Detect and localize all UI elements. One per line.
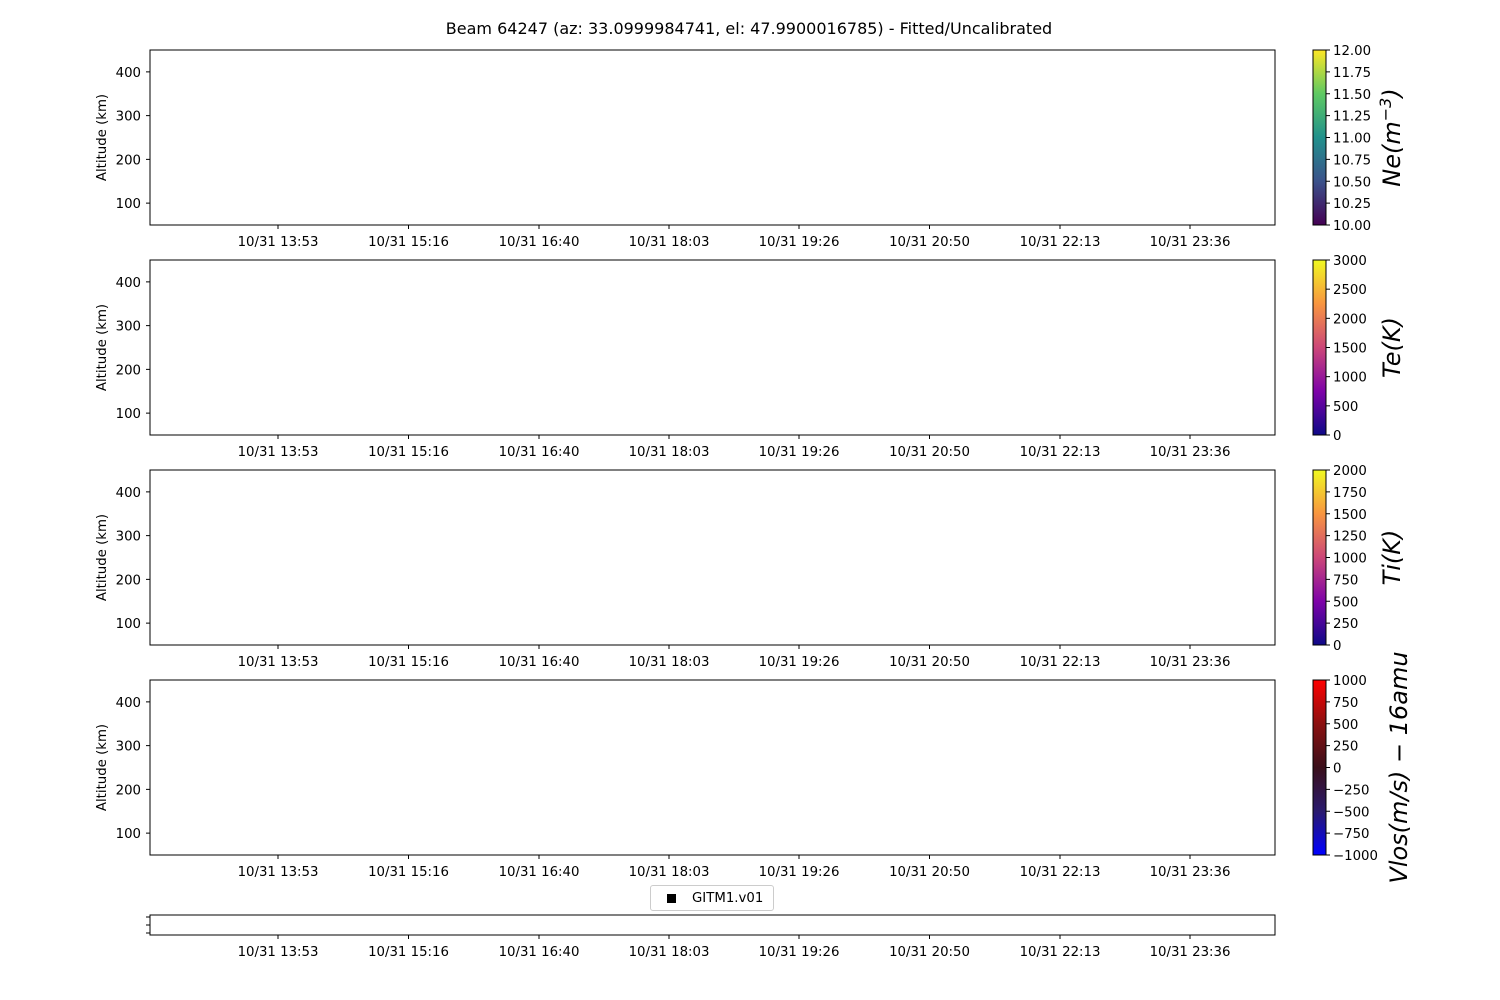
colorbar-label: Ti(K)	[1378, 529, 1406, 586]
x-tick-label: 10/31 13:53	[237, 865, 319, 880]
colorbar-tick-label: 10.50	[1333, 175, 1372, 191]
x-tick-label: 10/31 22:13	[1019, 235, 1101, 250]
axes-frame	[150, 680, 1275, 855]
colorbar-tick-label: −250	[1333, 783, 1370, 799]
figure-title: Beam 64247 (az: 33.0999984741, el: 47.9900016785) - Fitted/Uncalibrated	[445, 19, 1053, 38]
axes-frame	[150, 50, 1275, 225]
x-tick-label: 10/31 18:03	[628, 445, 710, 460]
y-axis-label: Altitude (km)	[95, 723, 110, 812]
panel-2	[95, 254, 1406, 460]
colorbar-tick-label: 11.50	[1333, 87, 1372, 103]
colorbar-tick-label: −500	[1333, 805, 1370, 821]
colorbar-tick-label: 2000	[1333, 312, 1367, 328]
colorbar-tick-label: 3000	[1333, 254, 1367, 269]
x-tick-label: 10/31 22:13	[1019, 445, 1101, 460]
axes-frame	[150, 470, 1275, 645]
x-tick-label: 10/31 19:26	[758, 655, 840, 670]
x-tick-label: 10/31 15:16	[368, 865, 449, 880]
colorbar-label: Vlos(m/s) − 16amu	[1385, 651, 1413, 884]
y-axis-label: Altitude (km)	[95, 513, 110, 602]
x-tick-label: 10/31 19:26	[758, 445, 840, 460]
colorbar-tick-label: 1750	[1333, 485, 1367, 501]
x-tick-label: 10/31 23:36	[1149, 445, 1231, 460]
x-tick-label: 10/31 15:16	[368, 445, 449, 460]
x-tick-label: 10/31 23:36	[1149, 655, 1231, 670]
colorbar-tick-label: 2500	[1333, 283, 1367, 299]
colorbar-tick-label: 0	[1333, 429, 1342, 444]
x-tick-label: 10/31 13:53	[237, 655, 319, 670]
colorbar-tick-label: 10.25	[1333, 197, 1372, 213]
x-tick-label: 10/31 18:03	[628, 655, 710, 670]
colorbar-tick-label: −1000	[1333, 849, 1378, 864]
legend	[650, 885, 774, 911]
x-tick-label: 10/31 13:53	[237, 235, 319, 250]
x-tick-label: 10/31 20:50	[889, 655, 970, 670]
x-tick-label: 10/31 18:03	[628, 945, 710, 960]
colorbar-label: $Ne(m^{-3})$	[1375, 88, 1406, 187]
colorbar-tick-label: 500	[1333, 717, 1359, 733]
y-tick-label: 100	[115, 197, 141, 213]
x-tick-label: 10/31 23:36	[1149, 945, 1231, 960]
y-tick-label: 100	[115, 617, 141, 633]
x-tick-label: 10/31 19:26	[758, 235, 840, 250]
y-tick-label: 200	[115, 573, 141, 589]
x-tick-label: 10/31 13:53	[237, 945, 319, 960]
panel-4	[95, 651, 1413, 883]
y-tick-label: 400	[115, 485, 141, 501]
colorbar-tick-label: 1000	[1333, 674, 1367, 689]
x-tick-label: 10/31 16:40	[498, 945, 580, 960]
y-axis-label: Altitude (km)	[95, 303, 110, 392]
colorbar-tick-label: 500	[1333, 595, 1359, 611]
colorbar-tick-label: 250	[1333, 617, 1359, 633]
x-tick-label: 10/31 20:50	[889, 945, 970, 960]
y-tick-label: 300	[115, 319, 141, 335]
colorbar-tick-label: 10.75	[1333, 153, 1372, 169]
colorbar-tick-label: 1500	[1333, 507, 1367, 523]
x-tick-label: 10/31 15:16	[368, 235, 449, 250]
x-tick-label: 10/31 16:40	[498, 865, 580, 880]
y-tick-label: 100	[115, 407, 141, 423]
x-tick-label: 10/31 15:16	[368, 945, 449, 960]
colorbar-tick-label: 1250	[1333, 529, 1367, 545]
y-tick-label: 200	[115, 783, 141, 799]
y-tick-label: 200	[115, 153, 141, 169]
colorbar	[1313, 260, 1326, 435]
panel-1	[95, 44, 1406, 250]
x-tick-label: 10/31 23:36	[1149, 235, 1231, 250]
colorbar	[1313, 470, 1326, 645]
colorbar-tick-label: 0	[1333, 639, 1342, 654]
colorbar-tick-label: 750	[1333, 573, 1359, 589]
panel-3	[95, 464, 1406, 670]
x-tick-label: 10/31 22:13	[1019, 945, 1101, 960]
colorbar-tick-label: 1000	[1333, 551, 1367, 567]
x-tick-label: 10/31 20:50	[889, 445, 970, 460]
legend-marker-square	[667, 894, 676, 903]
colorbar-label: Te(K)	[1378, 317, 1406, 378]
colorbar-tick-label: 1000	[1333, 370, 1367, 386]
y-axis-label: Altitude (km)	[95, 93, 110, 182]
x-tick-label: 10/31 20:50	[889, 865, 970, 880]
x-tick-label: 10/31 20:50	[889, 235, 970, 250]
y-tick-label: 200	[115, 363, 141, 379]
y-tick-label: 400	[115, 695, 141, 711]
axes-frame	[150, 915, 1275, 935]
panel-5	[146, 915, 1275, 960]
axes-frame	[150, 260, 1275, 435]
x-tick-label: 10/31 18:03	[628, 235, 710, 250]
colorbar-tick-label: 11.75	[1333, 65, 1372, 81]
colorbar-tick-label: 11.00	[1333, 131, 1372, 147]
colorbar-tick-label: 750	[1333, 695, 1359, 711]
x-tick-label: 10/31 19:26	[758, 945, 840, 960]
colorbar-tick-label: 11.25	[1333, 109, 1372, 125]
y-tick-label: 100	[115, 827, 141, 843]
colorbar-tick-label: 2000	[1333, 464, 1367, 479]
y-tick-label: 300	[115, 739, 141, 755]
y-tick-label: 300	[115, 529, 141, 545]
x-tick-label: 10/31 19:26	[758, 865, 840, 880]
x-tick-label: 10/31 16:40	[498, 445, 580, 460]
colorbar-tick-label: 500	[1333, 399, 1359, 415]
legend-label: GITM1.v01	[692, 890, 764, 906]
colorbar	[1313, 50, 1326, 225]
x-tick-label: 10/31 22:13	[1019, 865, 1101, 880]
x-tick-label: 10/31 16:40	[498, 235, 580, 250]
colorbar	[1313, 680, 1326, 855]
x-tick-label: 10/31 22:13	[1019, 655, 1101, 670]
colorbar-tick-label: 12.00	[1333, 44, 1372, 59]
y-tick-label: 300	[115, 109, 141, 125]
y-tick-label: 400	[115, 275, 141, 291]
x-tick-label: 10/31 13:53	[237, 445, 319, 460]
y-tick-label: 400	[115, 65, 141, 81]
x-tick-label: 10/31 15:16	[368, 655, 449, 670]
colorbar-tick-label: 10.00	[1333, 219, 1372, 234]
colorbar-tick-label: −750	[1333, 827, 1370, 843]
x-tick-label: 10/31 23:36	[1149, 865, 1231, 880]
colorbar-tick-label: 1500	[1333, 341, 1367, 357]
colorbar-tick-label: 0	[1333, 761, 1342, 777]
x-tick-label: 10/31 18:03	[628, 865, 710, 880]
x-tick-label: 10/31 16:40	[498, 655, 580, 670]
colorbar-tick-label: 250	[1333, 739, 1359, 755]
